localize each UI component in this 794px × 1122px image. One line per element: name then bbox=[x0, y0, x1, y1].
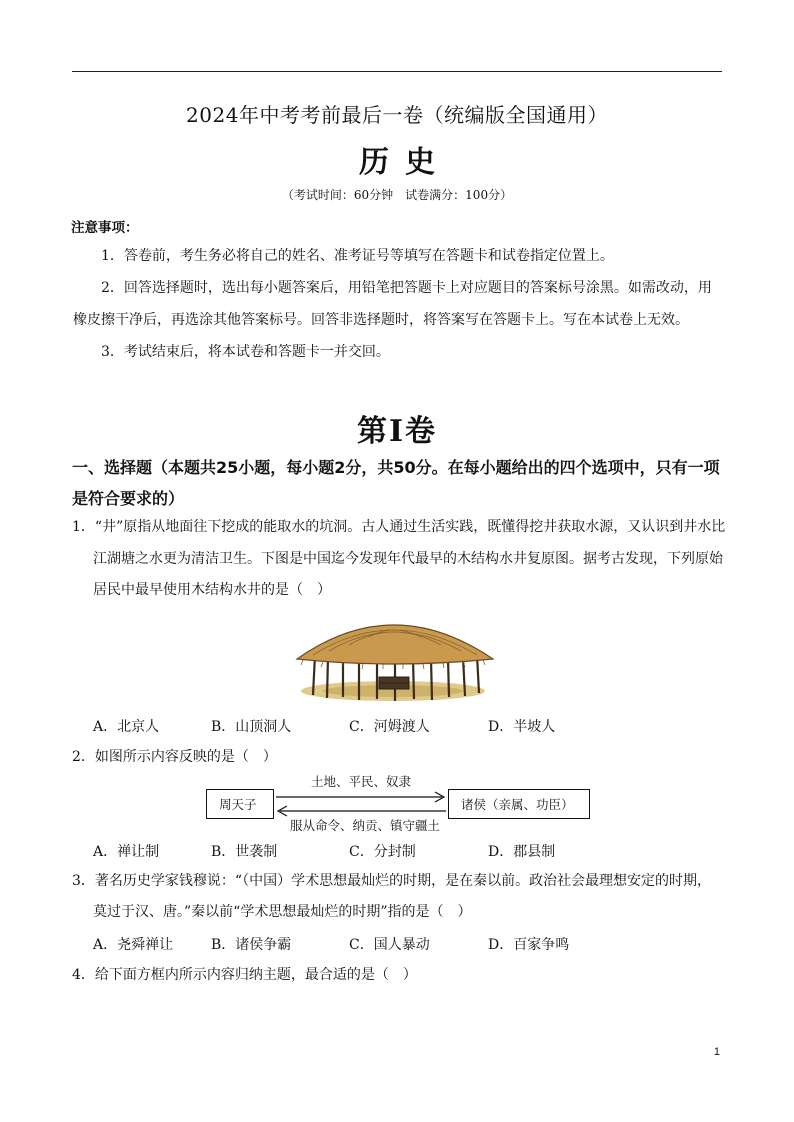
exam-title: 2024年中考考前最后一卷（统编版全国通用） bbox=[186, 103, 608, 127]
exam-info: （考试时间：60分钟 试卷满分：100分） bbox=[281, 188, 513, 202]
subject-title: 历史 bbox=[359, 145, 451, 180]
wooden-well-illustration bbox=[293, 605, 498, 705]
diagram-box-zhou-king: 周天子 bbox=[206, 789, 274, 819]
question-2-option-a[interactable]: A．禅让制 bbox=[93, 844, 160, 860]
question-2-text: 2．如图所示内容反映的是（ ） bbox=[72, 749, 277, 765]
question-1-text: 1．“井”原指从地面往下挖成的能取水的坑洞。古人通过生活实践，既懂得挖井获取水源，又认识到井水比 bbox=[72, 519, 726, 535]
question-2-option-b[interactable]: B．世袭制 bbox=[211, 844, 278, 860]
header-rule bbox=[72, 71, 722, 72]
notice-item: 2．回答选择题时，选出每小题答案后，用铅笔把答题卡上对应题目的答案标号涂黑。如需改动，用 bbox=[101, 280, 712, 296]
diagram-box-vassals: 诸侯（亲属、功臣） bbox=[448, 789, 590, 819]
question-2-option-d[interactable]: D．郡县制 bbox=[488, 844, 556, 860]
question-3-option-d[interactable]: D．百家争鸣 bbox=[488, 937, 570, 953]
notice-item: 1．答卷前，考生务必将自己的姓名、准考证号等填写在答题卡和试卷指定位置上。 bbox=[101, 248, 614, 264]
diagram-arrows bbox=[274, 790, 448, 818]
diagram-label-duty: 服从命令、纳贡、镇守疆土 bbox=[290, 818, 441, 833]
diagram-label-grant: 土地、平民、奴隶 bbox=[311, 774, 412, 789]
question-1-option-b[interactable]: B．山顶洞人 bbox=[211, 719, 292, 735]
question-1-text: 居民中最早使用木结构水井的是（ ） bbox=[93, 582, 331, 598]
page-number: 1 bbox=[713, 1046, 720, 1058]
question-3-text: 莫过于汉、唐。”秦以前“学术思想最灿烂的时期”指的是（ ） bbox=[93, 904, 472, 920]
question-1-option-c[interactable]: C．河姆渡人 bbox=[349, 719, 430, 735]
question-3-option-a[interactable]: A．尧舜禅让 bbox=[93, 937, 174, 953]
question-2-option-c[interactable]: C．分封制 bbox=[349, 844, 416, 860]
notice-heading: 注意事项： bbox=[71, 220, 139, 236]
question-1-text: 江湖塘之水更为清洁卫生。下图是中国迄今发现年代最早的木结构水井复原图。据考古发现，下列原始 bbox=[93, 551, 723, 567]
notice-item-continued: 橡皮擦干净后，再选涂其他答案标号。回答非选择题时，将答案写在答题卡上。写在本试卷上无效。 bbox=[73, 312, 689, 328]
question-3-option-b[interactable]: B．诸侯争霸 bbox=[211, 937, 292, 953]
question-3-option-c[interactable]: C．国人暴动 bbox=[349, 937, 430, 953]
volume-title: 第Ⅰ卷 bbox=[356, 414, 438, 449]
question-3-text: 3．著名历史学家钱穆说：“（中国）学术思想最灿烂的时期，是在秦以前。政治社会最理想安定的时期， bbox=[72, 873, 712, 889]
section-heading-continued: 是符合要求的） bbox=[72, 489, 185, 508]
question-4-text: 4．给下面方框内所示内容归纳主题，最合适的是（ ） bbox=[72, 967, 417, 983]
question-1-option-d[interactable]: D．半坡人 bbox=[488, 719, 556, 735]
notice-item: 3．考试结束后，将本试卷和答题卡一并交回。 bbox=[101, 344, 390, 360]
question-1-option-a[interactable]: A．北京人 bbox=[93, 719, 160, 735]
section-heading: 一、选择题（本题共25小题，每小题2分，共50分。在每小题给出的四个选项中，只有一项 bbox=[72, 458, 720, 477]
